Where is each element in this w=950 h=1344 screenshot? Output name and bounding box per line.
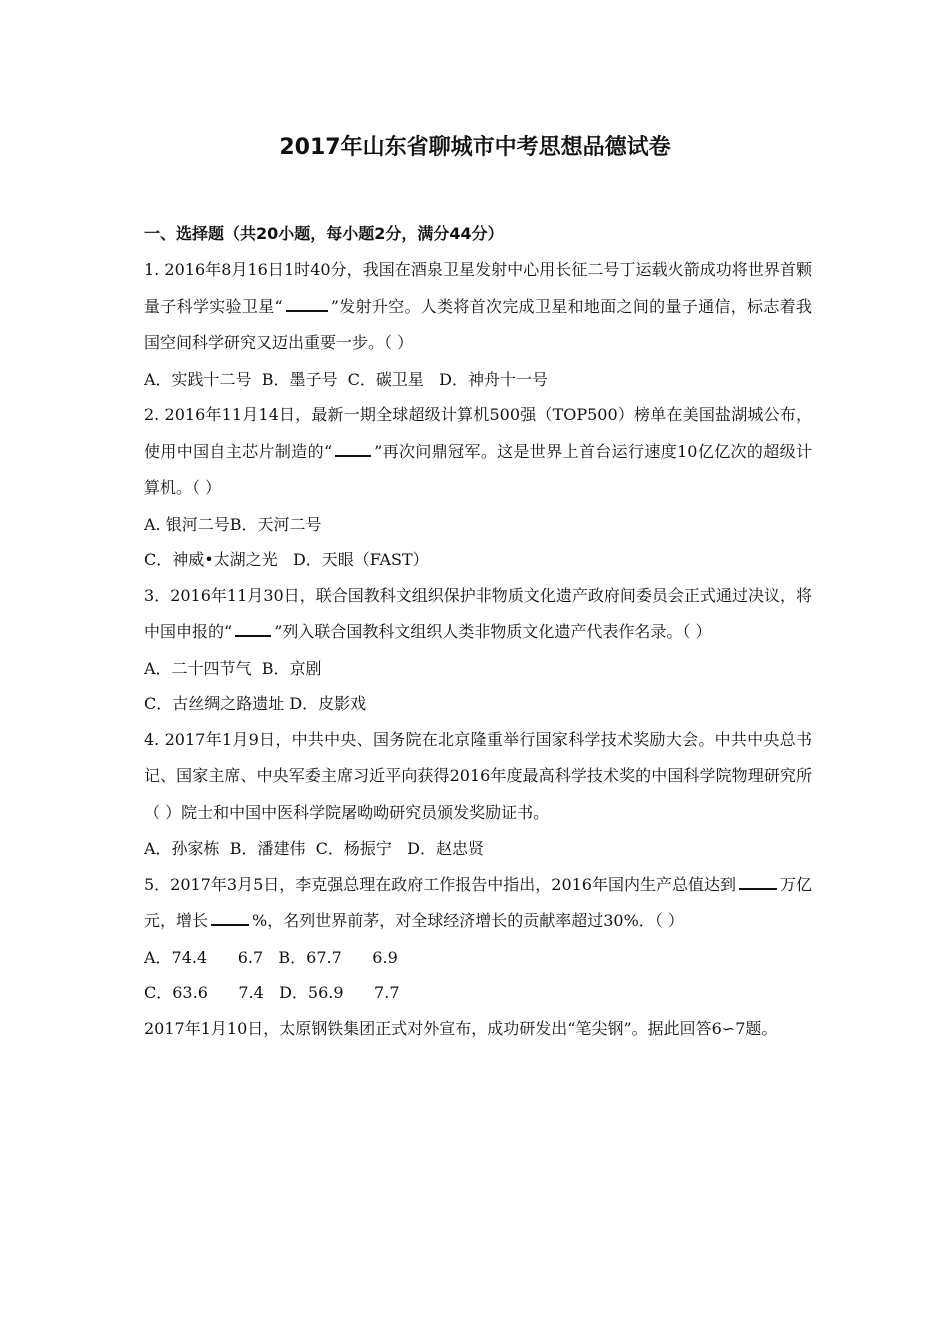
question-4-options: A．孙家栋 B．潘建伟 C．杨振宁 D．赵忠贤 [144, 839, 484, 858]
question-2-text-a: 2. 2016年11月14日，最新一期全球超级计算机500强（TOP500）榜单在美国盐湖城公布，使用中国自主芯片制造的“ [144, 405, 812, 461]
question-1 [144, 252, 812, 362]
question-1-options: A．实践十二号 B．墨子号 C．碳卫星 D．神舟十一号 [144, 369, 548, 389]
question-3 [144, 578, 812, 651]
exam-content [144, 222, 812, 1047]
question-3-options-line-2: C．古丝绸之路遗址 D．皮影戏 [144, 694, 367, 713]
answer-blank [739, 874, 777, 890]
question-1-text-b: ”发射升空。人类将首次完成卫星和地面之间的量子通信，标志着我国空间科学研究又迈出重要一步。（ ） [144, 296, 812, 352]
question-5-text-c: %，名列世界前茅，对全球经济增长的贡献率超过30%．（ ） [252, 911, 684, 930]
question-3-text-b: ”列入联合国教科文组织人类非物质文化遗产代表作名录。（ ） [274, 622, 712, 641]
page-title: 2017年山东省聊城市中考思想品德试卷 [279, 135, 671, 160]
question-5 [144, 867, 812, 940]
answer-blank [211, 910, 249, 926]
question-3-text-a: 3．2016年11月30日，联合国教科文组织保护非物质文化遗产政府间委员会正式通过决议，将中国申报的“ [144, 585, 812, 641]
question-5-options-line-1: A．74.4 6.7 B．67.7 6.9 [144, 947, 398, 967]
question-group-intro: 2017年1月10日，太原钢铁集团正式对外宣布，成功研发出“笔尖钢”。据此回答6∽7题。 [144, 1018, 778, 1038]
question-5-text-a: 5．2017年3月5日，李克强总理在政府工作报告中指出，2016年国内生产总值达到 [144, 874, 736, 894]
question-5-text-b: 万亿元，增长 [144, 874, 812, 930]
question-2-text-b: ”再次问鼎冠军。这是世界上首台运行速度10亿亿次的超级计算机。（ ） [144, 441, 812, 497]
question-2-options-line-2: C．神威•太湖之光 D．天眼（FAST） [144, 550, 429, 569]
question-2-options-line-1: A. 银河二号B．天河二号 [144, 514, 322, 534]
answer-blank [335, 441, 371, 457]
answer-blank [235, 621, 271, 637]
question-3-options-line-1: A．二十四节气 B．京剧 [144, 658, 322, 678]
question-2 [144, 397, 812, 507]
section-heading: 一、选择题（共20小题，每小题2分，满分44分） [144, 224, 504, 243]
question-5-options-line-2: C．63.6 7.4 D．56.9 7.7 [144, 983, 400, 1002]
question-1-text-a: 1. 2016年8月16日1时40分，我国在酒泉卫星发射中心用长征二号丁运载火箭成功将世界首颗量子科学实验卫星“ [144, 260, 812, 316]
question-4: 4. 2017年1月9日，中共中央、国务院在北京隆重举行国家科学技术奖励大会。中共中央总书记、国家主席、中央军委主席习近平向获得2016年度最高科学技术奖的中国科学院物理研究所（ ）院士和中国中医科学院屠呦呦研究员颁发奖励证书。 [144, 729, 812, 822]
answer-blank [286, 296, 328, 312]
